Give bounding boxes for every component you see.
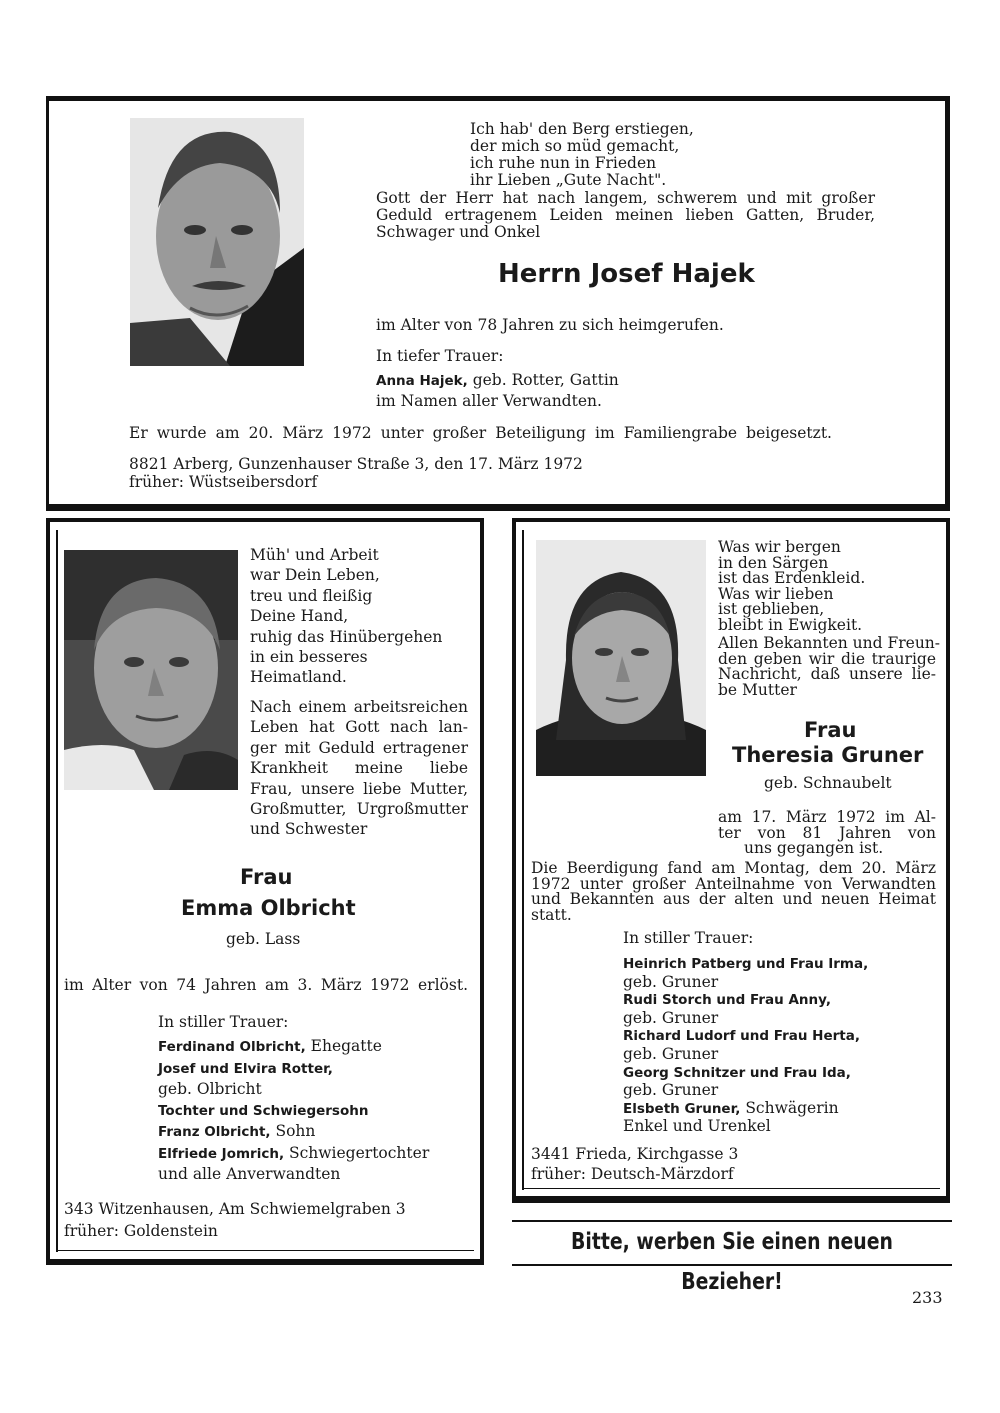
address-gruner: 3441 Frieda, Kirchgasse 3	[531, 1145, 739, 1163]
address-olbricht: 343 Witzenhausen, Am Schwiemelgraben 3	[64, 1200, 406, 1218]
funeral-gruner: Die Beerdigung fand am Montag, dem 20. März 1972 unter großer Anteilnahme von Verwandten und Bekannten aus der alten und neuen Heimat statt.	[531, 859, 936, 924]
deceased-name-olbricht: Emma Olbricht	[181, 896, 356, 920]
formerly-gruner: früher: Deutsch-Märzdorf	[531, 1165, 734, 1183]
mourners-olbricht: Ferdinand Olbricht, Ehegatte Josef und Elvira Rotter, geb. Olbricht Tochter und Schwiegersohn Franz Olbricht, Sohn Elfriede Jomrich, Schwiegertochter und alle Anverwandten	[158, 1037, 430, 1183]
banner-text: Bitte, werben Sie einen neuen Bezieher!	[571, 1229, 893, 1295]
relatives-hajek: im Namen aller Verwandten.	[376, 392, 602, 410]
mourners-gruner: Heinrich Patberg und Frau Irma, geb. Gruner Rudi Storch und Frau Anny, geb. Gruner Richard Ludorf und Frau Herta, geb. Gruner Georg Schnitzer und Frau Ida, geb. Gruner Elsbeth Gruner, Schwägerin Enkel und Urenkel	[623, 956, 869, 1136]
formerly-olbricht: früher: Goldenstein	[64, 1222, 218, 1240]
verse-hajek: Ich hab' den Berg erstiegen, der mich so müd gemacht, ich ruhe nun in Frieden ihr Lieben „Gute Nacht".	[470, 120, 694, 189]
portrait-josef-hajek	[130, 118, 304, 366]
page-number: 233	[912, 1288, 943, 1307]
mourning-label-gruner: In stiller Trauer:	[623, 929, 754, 947]
burial-line-hajek: Er wurde am 20. März 1972 unter großer Beteiligung im Familiengrabe beigesetzt.	[129, 424, 832, 442]
formerly-hajek: früher: Wüstseibersdorf	[129, 473, 318, 491]
mourning-label-hajek: In tiefer Trauer:	[376, 347, 504, 365]
deceased-name-hajek: Herrn Josef Hajek	[498, 259, 755, 289]
verse-gruner: Was wir bergen in den Särgen ist das Erdenkleid. Was wir lieben ist geblieben, bleibt in Ewigkeit.	[718, 538, 866, 634]
portrait-theresia-gruner	[536, 540, 706, 776]
intro-gruner: Allen Bekannten und Freun- den geben wir die traurige Nachricht, daß unsere lie- be Mutter	[718, 634, 941, 699]
deceased-name-gruner: Theresia Gruner	[732, 743, 924, 767]
inner-rule-left	[56, 530, 58, 1252]
mourner-hajek: Anna Hajek, geb. Rotter, Gattin	[376, 371, 619, 389]
title-gruner: Frau	[804, 718, 857, 742]
title-olbricht: Frau	[240, 865, 293, 889]
born-olbricht: geb. Lass	[226, 930, 301, 948]
portrait-emma-olbricht	[64, 550, 238, 790]
subscriber-banner	[512, 1220, 952, 1295]
verse-olbricht: Müh' und Arbeit war Dein Leben, treu und fleißig Deine Hand, ruhig das Hinübergehen in ein besseres Heimatland.	[250, 546, 443, 687]
inner-rule-left-3	[522, 530, 524, 1190]
inner-rule-bottom	[56, 1250, 474, 1251]
passed-gruner: am 17. März 1972 im Al- ter von 81 Jahren von uns gegangen ist.	[718, 808, 936, 857]
mourning-label-olbricht: In stiller Trauer:	[158, 1013, 289, 1031]
age-line-hajek: im Alter von 78 Jahren zu sich heimgerufen.	[376, 316, 724, 334]
intro-hajek: Gott der Herr hat nach langem, schwerem und mit großer Geduld ertragenem Leiden meinen lieben Gatten, Bruder, Schwager und Onkel	[376, 189, 875, 241]
intro-olbricht: Nach einem arbeitsreichen Leben hat Gott nach lan- ger mit Geduld ertragener Krankheit meine liebe Frau, unsere liebe Mutter, Großmutter, Urgroßmutter und Schwester	[250, 698, 468, 839]
address-hajek: 8821 Arberg, Gunzenhauser Straße 3, den 17. März 1972	[129, 455, 583, 473]
age-line-olbricht: im Alter von 74 Jahren am 3. März 1972 erlöst.	[64, 976, 468, 994]
born-gruner: geb. Schnaubelt	[764, 774, 892, 792]
inner-rule-bottom-3	[522, 1188, 940, 1189]
